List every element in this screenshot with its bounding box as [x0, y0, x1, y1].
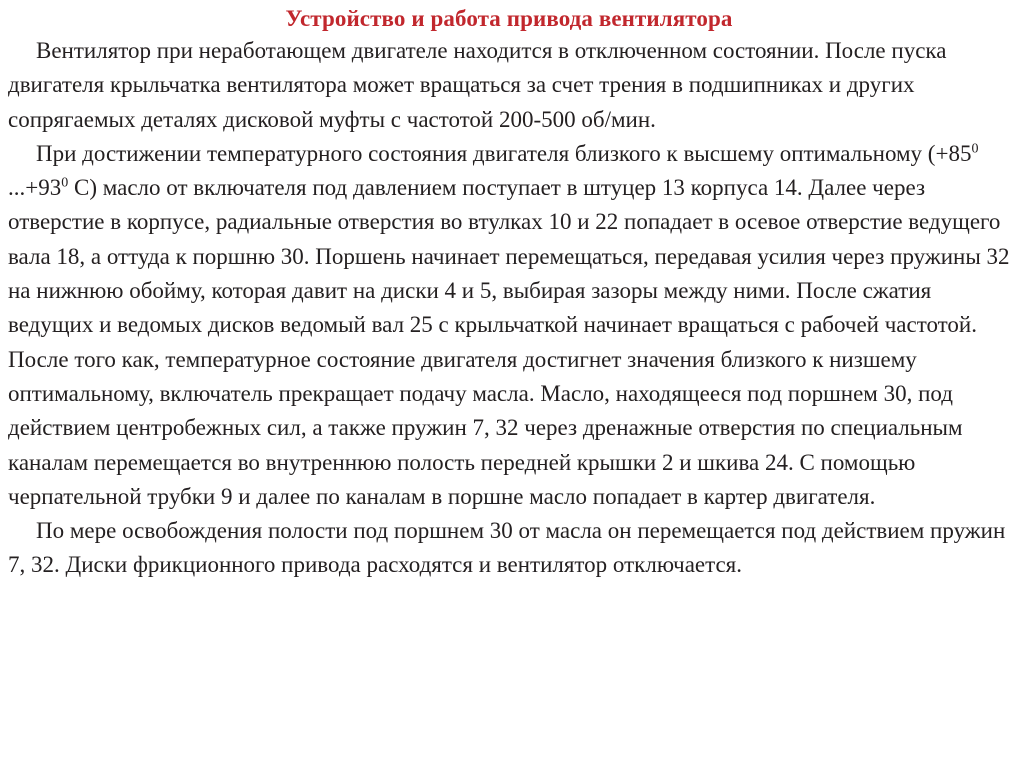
paragraph-2-text-1: При достижении температурного состояния двигателя близкого к высшему оптимальному (+85 — [36, 140, 972, 166]
degree-superscript-1: 0 — [971, 141, 979, 157]
paragraph-2-text-2: ...+93 — [8, 175, 62, 201]
paragraph-fan-engagement — [8, 137, 1010, 514]
degree-superscript-2: 0 — [61, 175, 69, 191]
paragraph-2-text-3: С) масло от включателя под давлением поступает в штуцер 13 корпуса 14. Далее через отверстие в корпусе, радиальные отверстия во втулках 10 и 22 попадает в осевое отверстие ведущего вала 18, а оттуда к поршню 30. Поршень начинает перемещаться, передавая усилия через пружины 32 на нижнюю обойму, которая давит на диски 4 и 5, выбирая зазоры между ними. После сжатия ведущих и ведомых дисков ведомый вал 25 с крыльчаткой начинает вращаться с рабочей частотой. После того как, температурное состояние двигателя достигнет значения близкого к низшему оптимальному, включатель прекращает подачу масла. Масло, находящееся под поршнем 30, под действием центробежных сил, а также пружин 7, 32 через дренажные отверстия по специальным каналам перемещается во внутреннюю полость передней крышки 2 и шкива 24. С помощью черпательной трубки 9 и далее по каналам в поршне масло попадает в картер двигателя. — [8, 175, 1010, 509]
paragraph-fan-disengagement: По мере освобождения полости под поршнем 30 от масла он перемещается под действием пружин 7, 32. Диски фрикционного привода расходятся и вентилятор отключается. — [8, 518, 1006, 578]
document-title: Устройство и работа привода вентилятора — [285, 6, 733, 31]
paragraph-fan-off-state: Вентилятор при неработающем двигателе находится в отключенном состоянии. После пуска двигателя крыльчатка вентилятора может вращаться за счет трения в подшипниках и других сопрягаемых деталях дисковой муфты с частотой 200-500 об/мин. — [8, 38, 947, 132]
